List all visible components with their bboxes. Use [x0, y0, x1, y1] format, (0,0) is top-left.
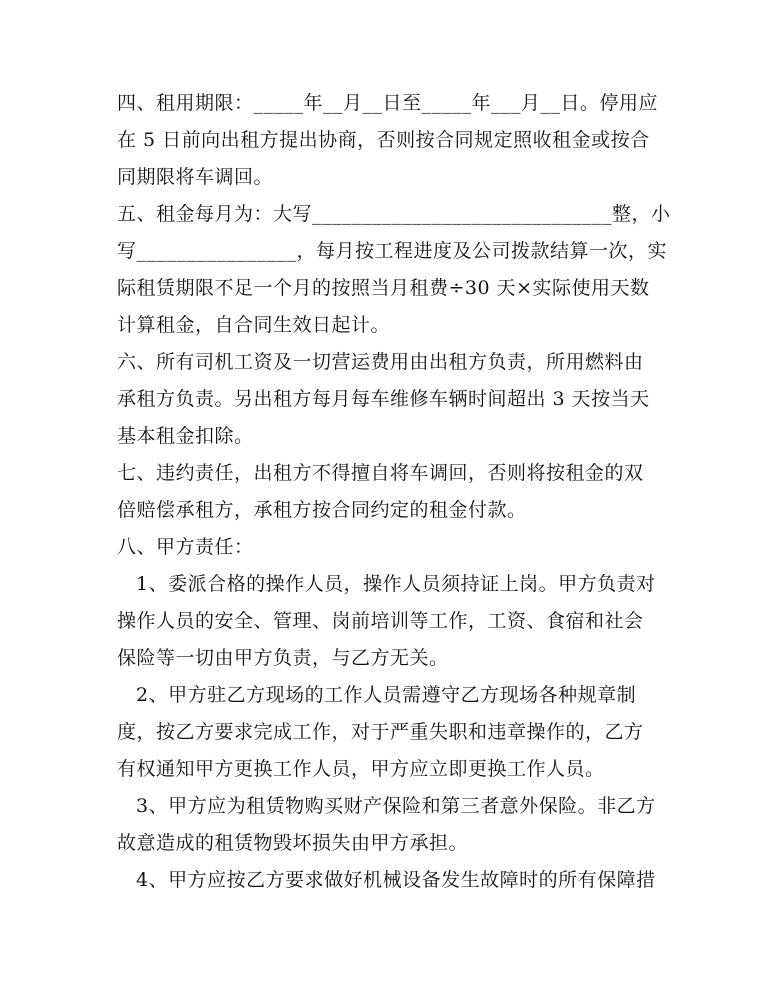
text-line: 度，按乙方要求完成工作，对于严重失职和违章操作的，乙方 — [117, 721, 644, 743]
text-line: 同期限将车调回。 — [117, 166, 274, 188]
text-line: 保险等一切由甲方负责，与乙方无关。 — [117, 647, 449, 669]
text-line: 承租方负责。另出租方每月每车维修车辆时间超出 3 天按当天 — [117, 388, 650, 410]
text-line: 八、甲方责任： — [117, 536, 254, 558]
text-line: 3、甲方应为租赁物购买财产保险和第三者意外保险。非乙方 — [136, 795, 656, 817]
text-line: 六、所有司机工资及一切营运费用由出租方负责，所用燃料由 — [117, 351, 644, 373]
text-line: 际租赁期限不足一个月的按照当月租费÷30 天×实际使用天数 — [117, 277, 650, 299]
text-line: 1、委派合格的操作人员，操作人员须持证上岗。甲方负责对 — [136, 573, 656, 595]
text-line: 4、甲方应按乙方要求做好机械设备发生故障时的所有保障措 — [136, 869, 656, 891]
text-line: 七、违约责任，出租方不得擅自将车调回，否则将按租金的双 — [117, 462, 644, 484]
text-line: 计算租金，自合同生效日起计。 — [117, 314, 391, 336]
text-line: 五、租金每月为：大写______________________________整，小 — [117, 203, 671, 225]
text-line: 四、租用期限：_____年__月__日至_____年___月__日。停用应 — [117, 92, 659, 114]
text-line: 在 5 日前向出租方提出协商，否则按合同规定照收租金或按合 — [117, 129, 650, 151]
text-line: 倍赔偿承租方，承租方按合同约定的租金付款。 — [117, 499, 527, 521]
text-line: 操作人员的安全、管理、岗前培训等工作，工资、食宿和社会 — [117, 610, 644, 632]
text-line: 有权通知甲方更换工作人员，甲方应立即更换工作人员。 — [117, 758, 605, 780]
text-line: 2、甲方驻乙方现场的工作人员需遵守乙方现场各种规章制 — [136, 684, 637, 706]
text-line: 基本租金扣除。 — [117, 425, 254, 447]
text-line: 故意造成的租赁物毁坏损失由甲方承担。 — [117, 832, 469, 854]
text-line: 写________________，每月按工程进度及公司拨款结算一次，实 — [117, 240, 668, 262]
